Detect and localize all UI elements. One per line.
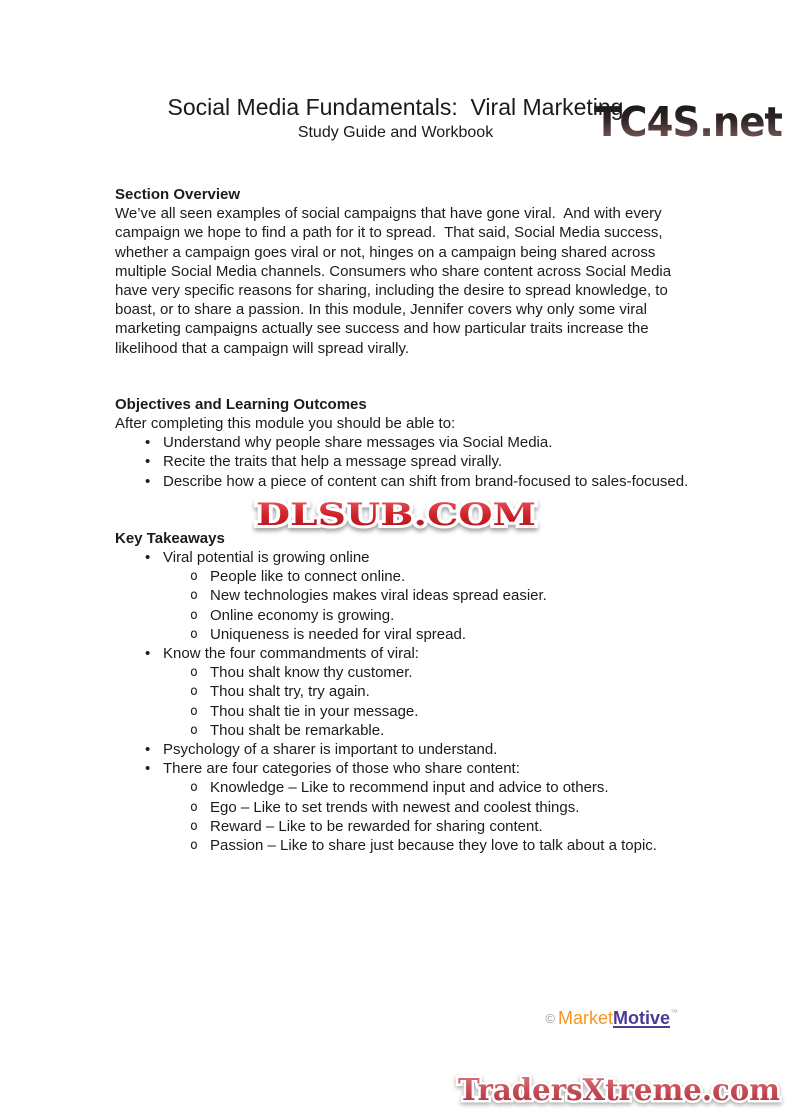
circle-bullet-icon: o [190, 588, 198, 604]
circle-bullet-icon: o [190, 703, 198, 719]
list-item-label: Thou shalt tie in your message. [210, 702, 419, 720]
list-item-label: There are four categories of those who share content: [163, 760, 520, 778]
list-item [115, 606, 697, 625]
circle-bullet-icon: o [190, 818, 198, 834]
list-item-label: Thou shalt be remarkable. [210, 721, 385, 739]
bullet-icon: • [145, 472, 151, 490]
list-item [115, 472, 697, 491]
list-item-label: Thou shalt try, try again. [210, 683, 370, 701]
list-item [115, 433, 697, 452]
circle-bullet-icon: o [190, 799, 198, 815]
list-item-label: Describe how a piece of content can shift from brand-focused to sales-focused. [163, 472, 689, 490]
key-takeaways-heading: Key Takeaways [115, 529, 225, 547]
list-item-label: Passion – Like to share just because they love to talk about a topic. [210, 837, 657, 855]
list-item [115, 644, 697, 663]
list-item-label: People like to connect online. [210, 568, 406, 586]
bullet-icon: • [145, 760, 151, 778]
list-item [115, 548, 697, 567]
bullet-icon: • [145, 434, 151, 452]
page-title: Social Media Fundamentals: Viral Marketing [167, 94, 624, 120]
circle-bullet-icon: o [190, 626, 198, 642]
list-item-label: Thou shalt know thy customer. [210, 664, 413, 682]
tradersxtreme-logo-icon [449, 1067, 789, 1111]
tc4s-watermark [591, 99, 786, 150]
list-item [115, 798, 697, 817]
list-item [115, 567, 697, 586]
list-item-label: Understand why people share messages via Social Media. [163, 434, 553, 452]
list-item-label: Recite the traits that help a message spread virally. [163, 453, 503, 471]
list-item-label: Psychology of a sharer is important to understand. [163, 741, 498, 759]
list-item-label: Viral potential is growing online [163, 549, 370, 567]
circle-bullet-icon: o [190, 838, 198, 854]
list-item [115, 682, 697, 701]
list-item-label: Knowledge – Like to recommend input and advice to others. [210, 779, 609, 797]
circle-bullet-icon: o [190, 569, 198, 585]
list-item-label: Ego – Like to set trends with newest and coolest things. [210, 798, 580, 816]
list-item [115, 740, 697, 759]
trademark-icon: ™ [670, 1008, 678, 1017]
list-item [115, 759, 697, 778]
objectives-heading: Objectives and Learning Outcomes [115, 395, 367, 413]
list-item [115, 721, 697, 740]
list-item [115, 817, 697, 836]
list-item-label: Online economy is growing. [210, 606, 395, 624]
dlsub-logo-text: DLSUB.COM [255, 496, 536, 533]
list-item [115, 625, 697, 644]
section-overview-heading: Section Overview [115, 186, 241, 203]
list-item-label: Uniqueness is needed for viral spread. [210, 625, 466, 643]
tc4s-logo-text: TC4S.net [594, 99, 783, 145]
marketmotive-motive-text: Motive [612, 1008, 670, 1028]
list-item-label: Reward – Like to be rewarded for sharing content. [210, 817, 543, 835]
tc4s-logo-icon [591, 99, 786, 145]
section-overview-paragraph: We’ve all seen examples of social campaigns that have gone viral. And with every campaign we hope to find a path for it to spread. That said, Social Media success, whether a campaign goes viral or not, hinges on a campaign being shared across multiple Social Media channels. Consumers who share content across Social Media have very specific reasons for sharing, including the desire to spread knowledge, to boast, or to share a passion. In this module, Jennifer covers why only some viral marketing campaigns actually see success and how particular traits increase the likelihood that a campaign will spread virally. [115, 205, 676, 357]
page-subtitle: Study Guide and Workbook [297, 124, 494, 141]
dlsub-watermark [0, 492, 791, 536]
bullet-icon: • [145, 741, 151, 759]
list-item [115, 836, 697, 855]
list-item [115, 586, 697, 605]
list-item [115, 778, 697, 797]
objectives-intro: After completing this module you should be able to: [115, 415, 456, 433]
list-item [115, 452, 697, 471]
marketmotive-market-text: Market [557, 1008, 613, 1028]
circle-bullet-icon: o [190, 665, 198, 681]
list-item-label: Know the four commandments of viral: [163, 645, 419, 663]
list-item [115, 663, 697, 682]
circle-bullet-icon: o [190, 722, 198, 738]
marketmotive-logo [545, 1008, 678, 1029]
tradersxtreme-watermark [449, 1067, 789, 1116]
dlsub-logo-icon [246, 492, 546, 536]
list-item [115, 702, 697, 721]
circle-bullet-icon: o [190, 607, 198, 623]
bullet-icon: • [145, 453, 151, 471]
copyright-icon: © [545, 1011, 555, 1026]
circle-bullet-icon: o [190, 684, 198, 700]
list-item-label: New technologies makes viral ideas spread easier. [210, 587, 547, 605]
document-body [115, 185, 697, 855]
tradersxtreme-logo-text: TradersXtreme.com [458, 1073, 781, 1108]
circle-bullet-icon: o [190, 780, 198, 796]
bullet-icon: • [145, 549, 151, 567]
bullet-icon: • [145, 645, 151, 663]
